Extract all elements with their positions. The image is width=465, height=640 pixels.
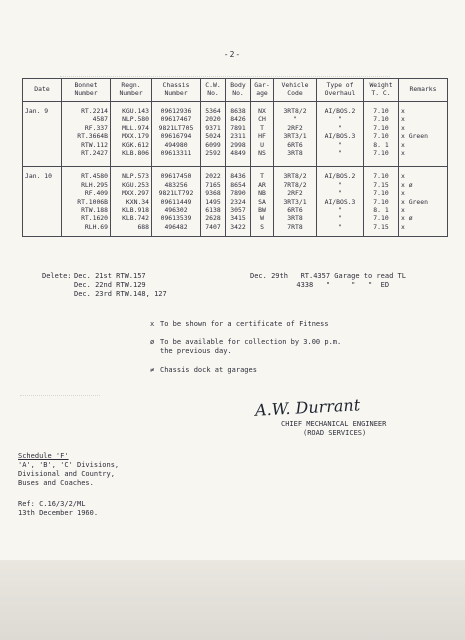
regn-cell: KGU.253 bbox=[111, 181, 152, 189]
cw-cell: 2022 bbox=[201, 172, 226, 180]
col-cw: C.W. No. bbox=[201, 79, 226, 102]
table-cell bbox=[364, 231, 399, 237]
body-cell: 8654 bbox=[226, 181, 251, 189]
chassis-cell: 9821LT792 bbox=[152, 189, 201, 197]
cw-cell: 5364 bbox=[201, 107, 226, 115]
cw-cell: 2020 bbox=[201, 115, 226, 123]
code-cell: 7RT8 bbox=[274, 223, 317, 231]
table-cell bbox=[152, 157, 201, 167]
schedule-block bbox=[18, 452, 119, 488]
chassis-cell: 09617467 bbox=[152, 115, 201, 123]
table-cell bbox=[23, 157, 62, 167]
table-row bbox=[23, 181, 448, 189]
body-cell: 2998 bbox=[226, 141, 251, 149]
signatory-title: CHIEF MECHANICAL ENGINEER bbox=[281, 420, 387, 428]
note-collection bbox=[150, 338, 341, 347]
table-cell bbox=[399, 231, 448, 237]
date-cell bbox=[23, 132, 62, 140]
page-shadow bbox=[0, 560, 465, 640]
col-chassis: Chassis Number bbox=[152, 79, 201, 102]
overhaul-cell: AI/BOS.2 bbox=[317, 172, 364, 180]
cw-cell: 7165 bbox=[201, 181, 226, 189]
body-cell: 7890 bbox=[226, 189, 251, 197]
body-cell: 3057 bbox=[226, 206, 251, 214]
garage-change-note bbox=[250, 272, 406, 290]
garage-change-line: 4338 " " " ED bbox=[250, 281, 390, 289]
table-cell bbox=[251, 157, 274, 167]
schedule-line: 'A', 'B', 'C' Divisions, bbox=[18, 461, 120, 469]
bonnet-cell: RLH.295 bbox=[62, 181, 111, 189]
code-cell: 3RT3/1 bbox=[274, 198, 317, 206]
cw-cell: 9368 bbox=[201, 189, 226, 197]
body-cell: 8436 bbox=[226, 172, 251, 180]
bonnet-cell: RT.4580 bbox=[62, 172, 111, 180]
bonnet-cell: RT.3664B bbox=[62, 132, 111, 140]
date-cell: Jan. 10 bbox=[23, 172, 62, 180]
regn-cell: MXX.179 bbox=[111, 132, 152, 140]
bonnet-cell: RLH.69 bbox=[62, 223, 111, 231]
regn-cell: KLB.806 bbox=[111, 149, 152, 157]
date-cell bbox=[23, 189, 62, 197]
table-cell bbox=[111, 231, 152, 237]
table-spacer-row bbox=[23, 157, 448, 167]
table-cell bbox=[317, 157, 364, 167]
table-cell bbox=[251, 231, 274, 237]
code-cell: 2RF2 bbox=[274, 189, 317, 197]
weight-cell: 7.10 bbox=[364, 124, 399, 132]
delete-line: Dec. 23rd RTW.148, 127 bbox=[74, 290, 167, 298]
cw-cell: 9371 bbox=[201, 124, 226, 132]
table-cell bbox=[111, 157, 152, 167]
page-number: -2- bbox=[223, 50, 242, 59]
remarks-cell: x bbox=[399, 107, 448, 115]
reference-block bbox=[18, 500, 98, 518]
faint-bleedthrough bbox=[20, 395, 100, 446]
weight-cell: 7.10 bbox=[364, 107, 399, 115]
code-cell: " bbox=[274, 115, 317, 123]
date-cell bbox=[23, 124, 62, 132]
body-cell: 2311 bbox=[226, 132, 251, 140]
cw-cell: 2592 bbox=[201, 149, 226, 157]
col-body: Body No. bbox=[226, 79, 251, 102]
weight-cell: 7.10 bbox=[364, 172, 399, 180]
cw-cell: 5024 bbox=[201, 132, 226, 140]
body-cell: 7891 bbox=[226, 124, 251, 132]
garage-cell: SA bbox=[251, 198, 274, 206]
schedule-line: Buses and Coaches. bbox=[18, 479, 94, 487]
body-cell: 2324 bbox=[226, 198, 251, 206]
weight-cell: 7.15 bbox=[364, 181, 399, 189]
remarks-cell: x ø bbox=[399, 214, 448, 222]
code-cell: 2RF2 bbox=[274, 124, 317, 132]
remarks-cell: x bbox=[399, 115, 448, 123]
date-cell bbox=[23, 206, 62, 214]
weight-cell: 8. 1 bbox=[364, 141, 399, 149]
overhaul-cell: " bbox=[317, 115, 364, 123]
table-row bbox=[23, 141, 448, 149]
chassis-cell: 09612936 bbox=[152, 107, 201, 115]
weight-cell: 7.10 bbox=[364, 132, 399, 140]
weight-cell: 7.10 bbox=[364, 214, 399, 222]
code-cell: 3RT8 bbox=[274, 214, 317, 222]
delete-line: Dec. 21st RTW.157 bbox=[74, 272, 146, 280]
code-cell: 6RT6 bbox=[274, 206, 317, 214]
col-overhaul: Type of Overhaul bbox=[317, 79, 364, 102]
table-cell bbox=[62, 231, 111, 237]
chassis-cell: 483256 bbox=[152, 181, 201, 189]
date-cell bbox=[23, 115, 62, 123]
col-remarks: Remarks bbox=[399, 79, 448, 102]
table-cell bbox=[62, 157, 111, 167]
body-cell: 3422 bbox=[226, 223, 251, 231]
col-vehicle-code: Vehicle Code bbox=[274, 79, 317, 102]
table-cell bbox=[152, 231, 201, 237]
date-cell bbox=[23, 149, 62, 157]
bonnet-cell: RT.2427 bbox=[62, 149, 111, 157]
overhaul-cell: " bbox=[317, 149, 364, 157]
remarks-cell: x Green bbox=[399, 198, 448, 206]
table-row bbox=[23, 189, 448, 197]
garage-cell: BW bbox=[251, 206, 274, 214]
overhaul-cell: AI/BOS.3 bbox=[317, 132, 364, 140]
garage-cell: NB bbox=[251, 189, 274, 197]
code-cell: 3RT3/1 bbox=[274, 132, 317, 140]
note-symbol: ≠ bbox=[150, 366, 155, 374]
bonnet-cell: RF.409 bbox=[62, 189, 111, 197]
chassis-cell: 496482 bbox=[152, 223, 201, 231]
chassis-cell: 09611449 bbox=[152, 198, 201, 206]
remarks-cell: x Green bbox=[399, 132, 448, 140]
table-cell bbox=[226, 157, 251, 167]
table-cell bbox=[364, 157, 399, 167]
col-bonnet: Bonnet Number bbox=[62, 79, 111, 102]
note-fitness bbox=[150, 320, 329, 329]
note-text: To be available for collection by 3.00 p.m. bbox=[160, 338, 342, 346]
col-weight: Weight T. C. bbox=[364, 79, 399, 102]
note-text: Chassis dock at garages bbox=[160, 366, 257, 374]
table-row bbox=[23, 172, 448, 180]
table-cell bbox=[399, 157, 448, 167]
garage-cell: HF bbox=[251, 132, 274, 140]
regn-cell: KGK.612 bbox=[111, 141, 152, 149]
cw-cell: 6138 bbox=[201, 206, 226, 214]
cw-cell: 1495 bbox=[201, 198, 226, 206]
remarks-cell: x bbox=[399, 223, 448, 231]
weight-cell: 7.10 bbox=[364, 149, 399, 157]
bonnet-cell: RT.1620 bbox=[62, 214, 111, 222]
code-cell: 3RT8/2 bbox=[274, 107, 317, 115]
garage-change-line: Dec. 29th RT.4357 Garage to read TL bbox=[250, 272, 406, 280]
overhaul-cell: " bbox=[317, 141, 364, 149]
table-cell bbox=[201, 157, 226, 167]
table-spacer-row bbox=[23, 231, 448, 237]
garage-cell: T bbox=[251, 172, 274, 180]
cw-cell: 6099 bbox=[201, 141, 226, 149]
table-row bbox=[23, 115, 448, 123]
handwritten-signature: A.W. Durrant bbox=[254, 395, 361, 420]
remarks-cell: x ø bbox=[399, 181, 448, 189]
table-row bbox=[23, 198, 448, 206]
note-text: To be shown for a certificate of Fitness bbox=[160, 320, 329, 328]
overhaul-cell: " bbox=[317, 181, 364, 189]
remarks-cell: x bbox=[399, 172, 448, 180]
weight-cell: 7.15 bbox=[364, 223, 399, 231]
table-row bbox=[23, 149, 448, 157]
body-cell: 8638 bbox=[226, 107, 251, 115]
regn-cell: KLB.918 bbox=[111, 206, 152, 214]
code-cell: 6RT6 bbox=[274, 141, 317, 149]
chassis-cell: 09616794 bbox=[152, 132, 201, 140]
cw-cell: 2628 bbox=[201, 214, 226, 222]
weight-cell: 8. 1 bbox=[364, 206, 399, 214]
note-text: the previous day. bbox=[160, 347, 232, 355]
delete-line: Dec. 22nd RTW.129 bbox=[74, 281, 146, 289]
note-symbol: x bbox=[150, 320, 155, 328]
table-row bbox=[23, 223, 448, 231]
regn-cell: MXX.297 bbox=[111, 189, 152, 197]
date-cell bbox=[23, 141, 62, 149]
chassis-cell: 09613311 bbox=[152, 149, 201, 157]
overhaul-cell: AI/BOS.2 bbox=[317, 107, 364, 115]
overhaul-cell: " bbox=[317, 214, 364, 222]
body-cell: 8426 bbox=[226, 115, 251, 123]
overhaul-cell: " bbox=[317, 206, 364, 214]
table-cell bbox=[226, 231, 251, 237]
schedule-heading: Schedule 'F' bbox=[18, 452, 69, 460]
weight-cell: 7.10 bbox=[364, 115, 399, 123]
cw-cell: 7407 bbox=[201, 223, 226, 231]
regn-cell: 688 bbox=[111, 223, 152, 231]
date-cell bbox=[23, 181, 62, 189]
col-regn: Regn. Number bbox=[111, 79, 152, 102]
remarks-cell: x bbox=[399, 189, 448, 197]
regn-cell: KLB.742 bbox=[111, 214, 152, 222]
code-cell: 7RT8/2 bbox=[274, 181, 317, 189]
table-header-row bbox=[23, 79, 448, 102]
chassis-cell: 09613539 bbox=[152, 214, 201, 222]
overhaul-cell: " bbox=[317, 189, 364, 197]
regn-cell: MLL.974 bbox=[111, 124, 152, 132]
note-chassis-dock bbox=[150, 366, 257, 375]
garage-cell: NS bbox=[251, 149, 274, 157]
garage-cell: W bbox=[251, 214, 274, 222]
garage-cell: AR bbox=[251, 181, 274, 189]
signatory-department: (ROAD SERVICES) bbox=[303, 429, 367, 437]
chassis-cell: 09617450 bbox=[152, 172, 201, 180]
col-garage: Gar-age bbox=[251, 79, 274, 102]
body-cell: 3415 bbox=[226, 214, 251, 222]
remarks-cell: x bbox=[399, 124, 448, 132]
regn-cell: NLP.580 bbox=[111, 115, 152, 123]
table-row bbox=[23, 214, 448, 222]
overhaul-cell: AI/BOS.3 bbox=[317, 198, 364, 206]
table-cell bbox=[274, 157, 317, 167]
weight-cell: 7.10 bbox=[364, 189, 399, 197]
bonnet-cell: RTW.188 bbox=[62, 206, 111, 214]
schedule-line: Divisional and Country, bbox=[18, 470, 115, 478]
overhaul-cell: " bbox=[317, 223, 364, 231]
date-cell bbox=[23, 214, 62, 222]
regn-cell: KXN.34 bbox=[111, 198, 152, 206]
col-date: Date bbox=[23, 79, 62, 102]
date-cell: Jan. 9 bbox=[23, 107, 62, 115]
table-cell bbox=[201, 231, 226, 237]
table-row bbox=[23, 206, 448, 214]
overhaul-cell: " bbox=[317, 124, 364, 132]
faint-heading-mark bbox=[60, 62, 390, 77]
chassis-cell: 494980 bbox=[152, 141, 201, 149]
remarks-cell: x bbox=[399, 206, 448, 214]
body-cell: 4849 bbox=[226, 149, 251, 157]
garage-cell: CH bbox=[251, 115, 274, 123]
chassis-cell: 496302 bbox=[152, 206, 201, 214]
note-symbol: ø bbox=[150, 338, 155, 346]
code-cell: 3RT8 bbox=[274, 149, 317, 157]
bonnet-cell: RTW.112 bbox=[62, 141, 111, 149]
reference-number: Ref: C.16/3/2/ML bbox=[18, 500, 86, 508]
garage-cell: T bbox=[251, 124, 274, 132]
chassis-cell: 9821LT705 bbox=[152, 124, 201, 132]
table-row bbox=[23, 107, 448, 115]
note-collection-cont bbox=[150, 347, 232, 356]
table-row bbox=[23, 132, 448, 140]
overhaul-schedule-table bbox=[22, 78, 448, 237]
remarks-cell: x bbox=[399, 149, 448, 157]
garage-cell: NX bbox=[251, 107, 274, 115]
reference-date: 13th December 1960. bbox=[18, 509, 99, 517]
table-cell bbox=[274, 231, 317, 237]
bonnet-cell: RT.2214 bbox=[62, 107, 111, 115]
garage-cell: U bbox=[251, 141, 274, 149]
table-row bbox=[23, 124, 448, 132]
date-cell bbox=[23, 223, 62, 231]
code-cell: 3RT8/2 bbox=[274, 172, 317, 180]
remarks-cell: x bbox=[399, 141, 448, 149]
table-cell bbox=[23, 231, 62, 237]
garage-cell: S bbox=[251, 223, 274, 231]
regn-cell: KGU.143 bbox=[111, 107, 152, 115]
deletes-label: Delete: bbox=[42, 272, 72, 280]
regn-cell: NLP.573 bbox=[111, 172, 152, 180]
bonnet-cell: 4587 bbox=[62, 115, 111, 123]
bonnet-cell: RT.1006B bbox=[62, 198, 111, 206]
table-cell bbox=[317, 231, 364, 237]
date-cell bbox=[23, 198, 62, 206]
bonnet-cell: RF.337 bbox=[62, 124, 111, 132]
weight-cell: 7.10 bbox=[364, 198, 399, 206]
